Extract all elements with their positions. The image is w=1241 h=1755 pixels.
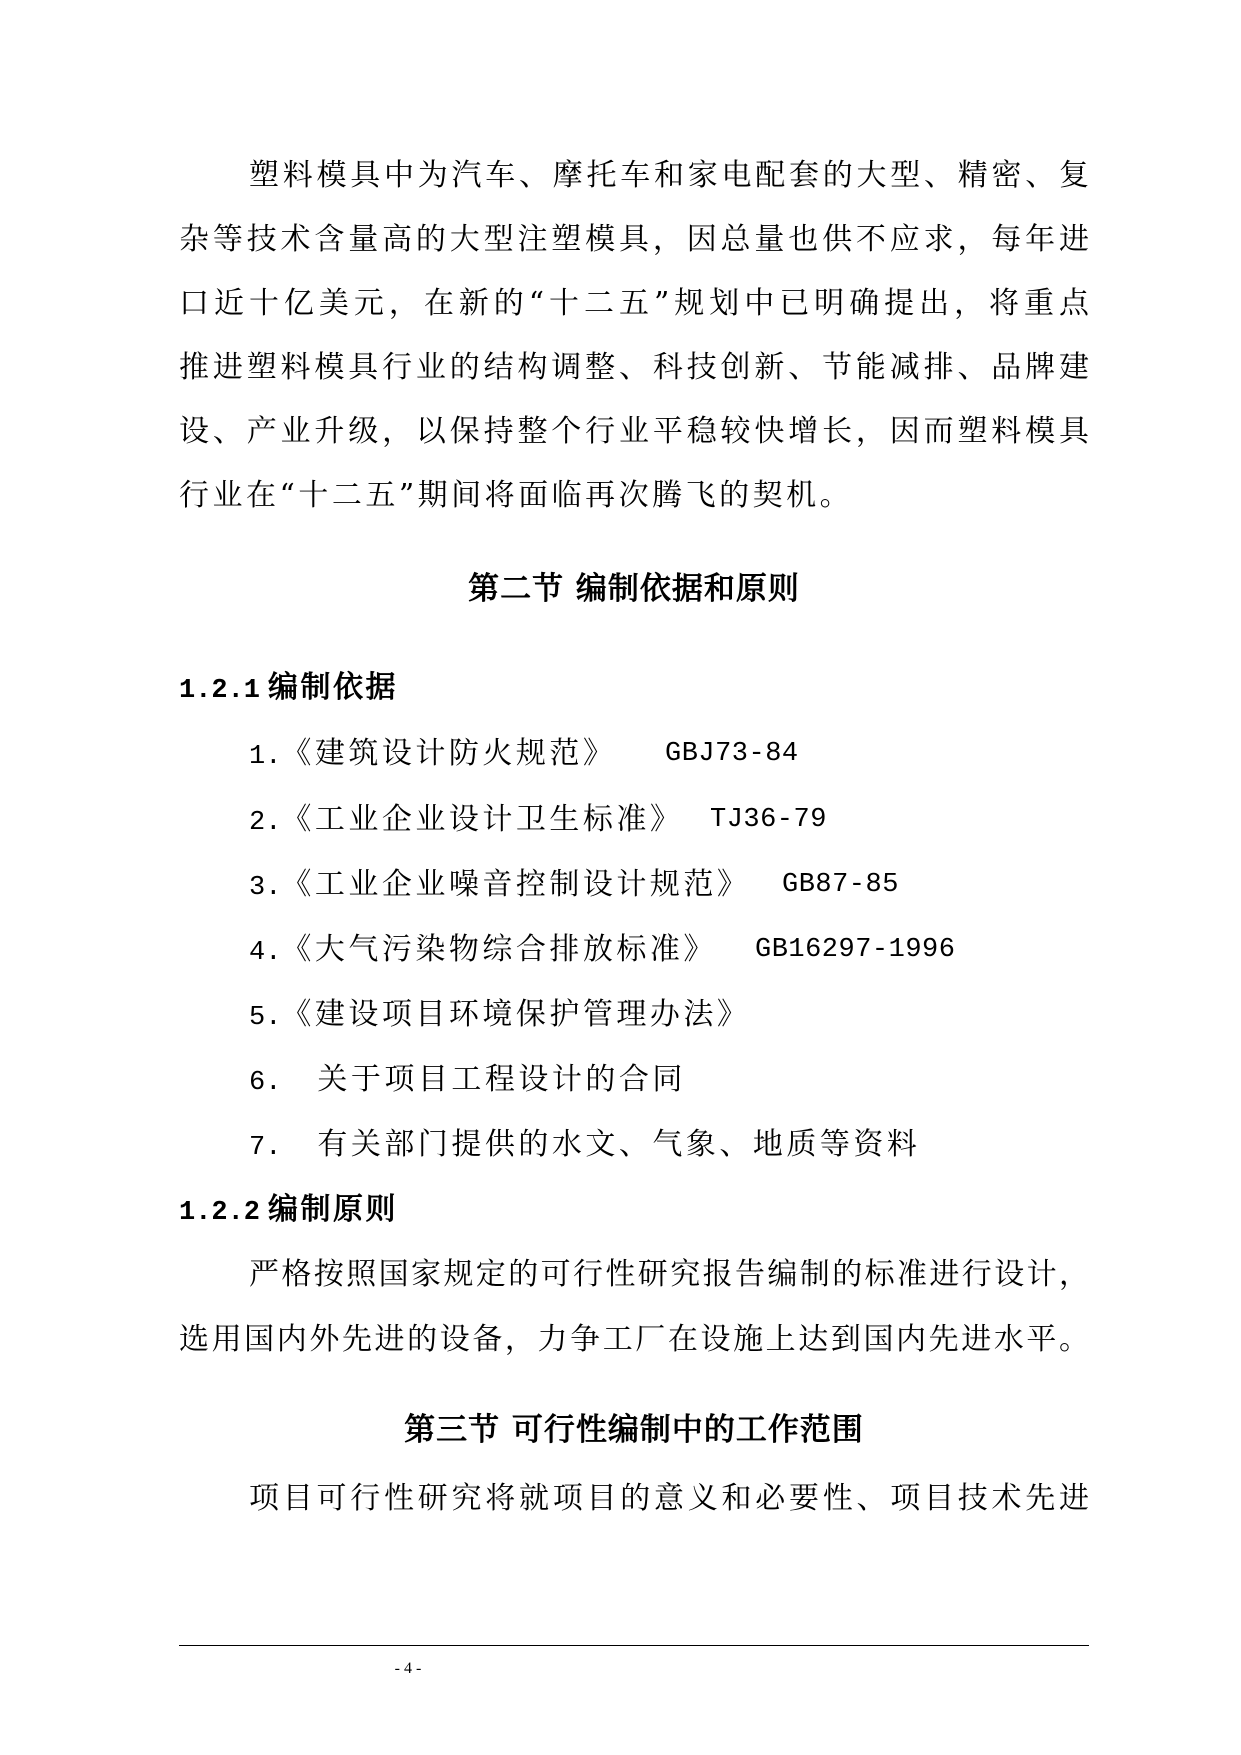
reference-title: 《工业企业设计卫生标准》 [281, 802, 684, 837]
reference-list-item [249, 918, 1089, 982]
reference-list-item [249, 722, 1089, 786]
reference-list-item [249, 853, 1089, 917]
reference-title: 《工业企业噪音控制设计规范》 [281, 867, 751, 902]
standard-code: GBJ73-84 [665, 739, 799, 769]
paragraph-line: 塑料模具中为汽车、摩托车和家电配套的大型、精密、复 [249, 158, 1089, 193]
standard-code: TJ36-79 [710, 805, 827, 835]
list-item-number: 4. [249, 938, 282, 968]
subsection-title: 编制原则 [268, 1192, 399, 1227]
page-number: - 4 - [394, 1660, 422, 1677]
paragraph-line: 杂等技术含量高的大型注塑模具，因总量也供不应求，每年进 [179, 222, 1089, 257]
standard-code: GB16297-1996 [755, 935, 956, 965]
reference-title: 《建设项目环境保护管理办法》 [281, 997, 751, 1032]
list-item-number: 1. [249, 742, 282, 772]
reference-title: 《建筑设计防火规范》 [281, 736, 617, 771]
paragraph-line: 推进塑料模具行业的结构调整、科技创新、节能减排、品牌建 [179, 350, 1089, 385]
section-heading: 第三节 可行性编制中的工作范围 [404, 1412, 864, 1448]
list-item-number: 3. [249, 873, 282, 903]
paragraph-line: 设、产业升级，以保持整个行业平稳较快增长，因而塑料模具 [179, 414, 1089, 449]
reference-title: 《大气污染物综合排放标准》 [281, 932, 717, 967]
reference-list-item [249, 788, 1089, 852]
list-item-number: 5. [249, 1003, 282, 1033]
section-heading: 第二节 编制依据和原则 [468, 571, 800, 607]
reference-list-item [249, 1113, 1089, 1177]
reference-title: 有关部门提供的水文、气象、地质等资料 [317, 1127, 921, 1162]
subsection-title: 编制依据 [268, 670, 399, 705]
subsection-number: 1.2.1 [179, 676, 261, 706]
reference-title: 关于项目工程设计的合同 [317, 1062, 686, 1097]
paragraph-line: 口近十亿美元，在新的“十二五”规划中已明确提出，将重点 [179, 286, 1089, 321]
paragraph-line: 严格按照国家规定的可行性研究报告编制的标准进行设计， [249, 1257, 1089, 1292]
subsection-heading [179, 656, 398, 720]
standard-code: GB87-85 [782, 870, 899, 900]
paragraph-line: 行业在“十二五”期间将面临再次腾飞的契机。 [179, 478, 854, 513]
subsection-number: 1.2.2 [179, 1198, 261, 1228]
subsection-heading [179, 1178, 398, 1242]
reference-list-item [249, 1048, 1089, 1112]
paragraph-line: 项目可行性研究将就项目的意义和必要性、项目技术先进 [249, 1481, 1089, 1516]
reference-list-item [249, 983, 1089, 1047]
list-item-number: 2. [249, 808, 282, 838]
list-item-number: 7. [249, 1133, 282, 1163]
list-item-number: 6. [249, 1068, 282, 1098]
paragraph-line: 选用国内外先进的设备，力争工厂在设施上达到国内先进水平。 [179, 1322, 1089, 1357]
footer-divider [179, 1645, 1089, 1646]
